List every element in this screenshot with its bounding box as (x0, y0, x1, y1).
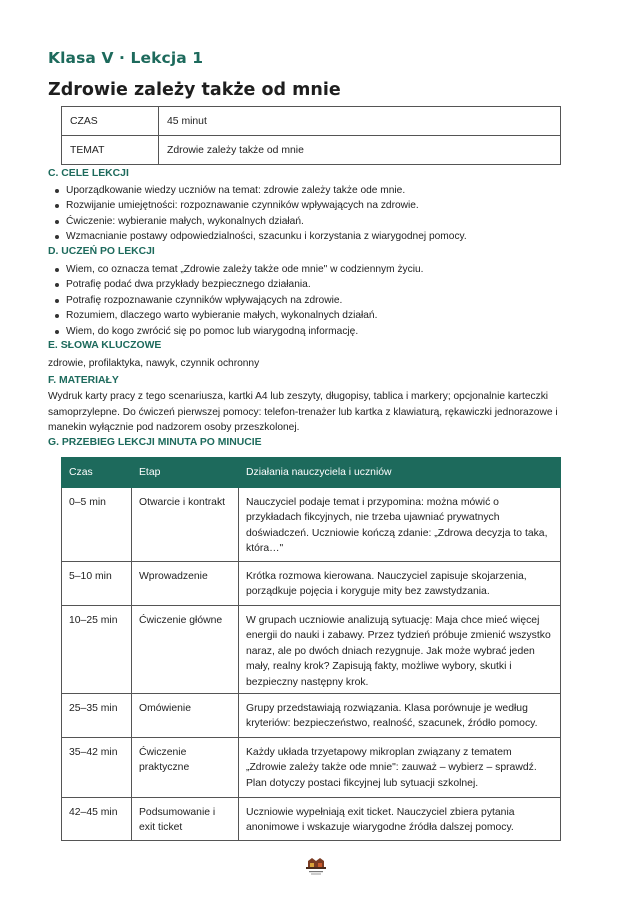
table-row (62, 562, 561, 606)
list-item: Rozumiem, dlaczego warto wybieranie małych, wykonalnych działań. (48, 308, 423, 323)
list-item: Potrafię rozpoznawanie czynników wpływających na zdrowie. (48, 293, 423, 308)
section-heading-keywords: E. SŁOWA KLUCZOWE (48, 340, 162, 351)
cell-actions: Nauczyciel podaje temat i przypomina: można mówić o przykładach fikcyjnych, nie trzeba ujawniać prywatnych doświadczeń. Uczniowie kończą zdanie: „Zdrowa decyzja to taka, która…" (239, 488, 561, 562)
cell-actions: W grupach uczniowie analizują sytuację: Maja chce mieć więcej energii do nauki i zabawy. Przez tydzień próbuje zmienić wszystko naraz, ale po dwóch dniach rezygnuje. Jak może wybrać jeden mały, realny krok? Zapisują fakty, możliwe wybory, skutki i bezpieczny następny krok. (239, 606, 561, 694)
cell-time: 42–45 min (62, 798, 132, 841)
table-header-row (62, 458, 561, 488)
cell-time: 10–25 min (62, 606, 132, 694)
table-row (62, 488, 561, 562)
meta-row-topic (62, 136, 561, 165)
materials-text: Wydruk karty pracy z tego scenariusza, kartki A4 lub zeszyty, długopisy, tablica i markery; opcjonalnie karteczki samoprzylepne. Do ćwiczeń pierwszej pomocy: telefon-trenażer lub kartka z klawiaturą, rękawiczki jednorazowe i manekin wyłącznie pod nadzorem osoby przeszkolonej. (48, 391, 558, 434)
cell-actions: Uczniowie wypełniają exit ticket. Nauczyciel zbiera pytania anonimowe i wskazuje wiarygodne źródła dalszej pomocy. (239, 798, 561, 841)
section-heading-plan: G. PRZEBIEG LEKCJI MINUTA PO MINUCIE (48, 437, 262, 448)
cell-time: 25–35 min (62, 694, 132, 738)
list-item: Wiem, do kogo zwrócić się po pomoc lub wiarygodną informację. (48, 324, 423, 339)
list-item: Ćwiczenie: wybieranie małych, wykonalnych działań. (48, 214, 467, 229)
column-header-time: Czas (62, 458, 132, 488)
cell-time: 0–5 min (62, 488, 132, 562)
meta-value: Zdrowie zależy także od mnie (159, 136, 561, 165)
column-header-actions: Działania nauczyciela i uczniów (239, 458, 561, 488)
cell-stage: Ćwiczenie praktyczne (132, 738, 239, 798)
list-item: Wiem, co oznacza temat „Zdrowie zależy także ode mnie" w codziennym życiu. (48, 262, 423, 277)
cell-stage: Otwarcie i kontrakt (132, 488, 239, 562)
meta-key: CZAS (62, 107, 159, 136)
section-heading-goals: C. CELE LEKCJI (48, 168, 129, 179)
list-item: Rozwijanie umiejętności: rozpoznawanie czynników wpływających na zdrowie. (48, 198, 467, 213)
list-item: Uporządkowanie wiedzy uczniów na temat: zdrowie zależy także ode mnie. (48, 183, 467, 198)
cell-stage: Wprowadzenie (132, 562, 239, 606)
lesson-plan-table (61, 457, 561, 841)
cell-time: 5–10 min (62, 562, 132, 606)
section-heading-outcomes: D. UCZEŃ PO LEKCJI (48, 246, 155, 257)
meta-row-time (62, 107, 561, 136)
table-row (62, 606, 561, 694)
cell-actions: Każdy układa trzyetapowy mikroplan związany z tematem „Zdrowie zależy także ode mnie": zauważ – wybierz – sprawdź. Plan dotyczy postaci fikcyjnej lub sytuacji szkolnej. (239, 738, 561, 798)
cell-time: 35–42 min (62, 738, 132, 798)
meta-value: 45 minut (159, 107, 561, 136)
section-heading-materials: F. MATERIAŁY (48, 375, 119, 386)
list-item: Wzmacnianie postawy odpowiedzialności, szacunku i korzystania z wiarygodnej pomocy. (48, 229, 467, 244)
list-item: Potrafię podać dwa przykłady bezpiecznego działania. (48, 277, 423, 292)
publisher-logo-icon (300, 854, 332, 876)
cell-actions: Krótka rozmowa kierowana. Nauczyciel zapisuje skojarzenia, porządkuje pojęcia i koryguje mity bez zawstydzania. (239, 562, 561, 606)
lesson-meta-table (61, 106, 561, 165)
cell-actions: Grupy przedstawiają rozwiązania. Klasa porównuje je według kryteriów: bezpieczeństwo, realność, szacunek, źródło pomocy. (239, 694, 561, 738)
keywords-text: zdrowie, profilaktyka, nawyk, czynnik ochronny (48, 358, 260, 369)
outcomes-list (48, 262, 423, 339)
cell-stage: Podsumowanie i exit ticket (132, 798, 239, 841)
table-row (62, 798, 561, 841)
meta-key: TEMAT (62, 136, 159, 165)
cell-stage: Ćwiczenie główne (132, 606, 239, 694)
table-row (62, 694, 561, 738)
cell-stage: Omówienie (132, 694, 239, 738)
table-row (62, 738, 561, 798)
lesson-series-label: Klasa V · Lekcja 1 (48, 49, 204, 67)
column-header-stage: Etap (132, 458, 239, 488)
lesson-title: Zdrowie zależy także od mnie (48, 80, 341, 100)
goals-list (48, 183, 467, 245)
